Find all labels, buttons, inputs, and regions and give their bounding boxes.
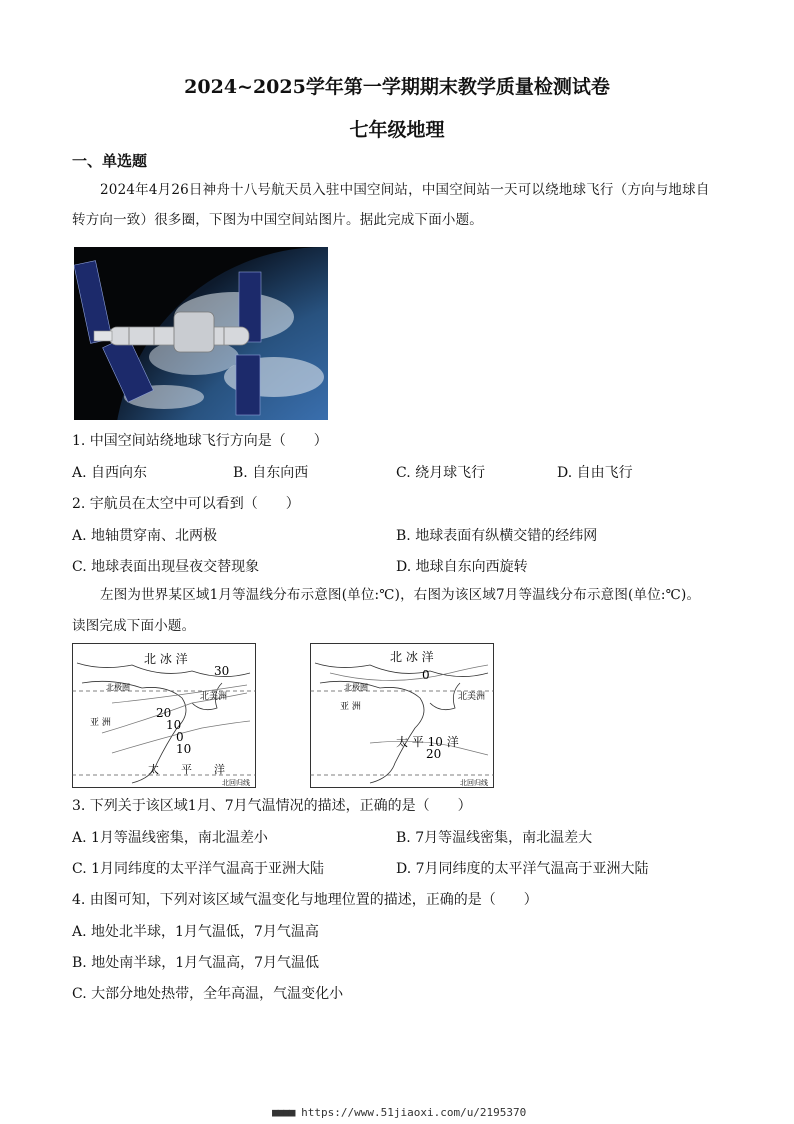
q3-option-d[interactable]: D. 7月同纬度的太平洋气温高于亚洲大陆 — [396, 861, 649, 877]
map-jan-arctic-circle: 北极圈 — [106, 683, 130, 692]
map-jul-pacific: 太 平 10 洋 — [396, 735, 459, 749]
map-jan-asia: 亚 洲 — [90, 718, 111, 728]
q4-option-c[interactable]: C. 大部分地处热带，全年高温，气温变化小 — [72, 986, 344, 1002]
q2-option-c[interactable]: C. 地球表面出现昼夜交替现象 — [72, 559, 260, 575]
map-jul-arctic-ocean: 北 冰 洋 — [390, 650, 434, 664]
q1-option-b[interactable]: B. 自东向西 — [233, 465, 309, 481]
page-title: 2024~2025学年第一学期期末教学质量检测试卷 — [184, 76, 610, 98]
q3-option-b[interactable]: B. 7月等温线密集，南北温差大 — [396, 830, 593, 846]
map-jan-tropic: 北回归线 — [222, 779, 250, 787]
map-jul-north-america: 北美洲 — [458, 692, 486, 702]
passage1-line1: 2024年4月26日神舟十八号航天员入驻中国空间站，中国空间站一天可以绕地球飞行（方向与地球自 — [100, 182, 710, 198]
january-isotherm-map — [72, 643, 256, 788]
q2-option-b[interactable]: B. 地球表面有纵横交错的经纬网 — [396, 528, 598, 544]
map-jul-arctic-circle: 北极圈 — [344, 683, 368, 692]
map-jan-arctic-ocean: 北 冰 洋 — [144, 652, 188, 666]
q1-option-a[interactable]: A. 自西向东 — [72, 465, 148, 481]
q3-stem: 3. 下列关于该区域1月、7月气温情况的描述，正确的是（ ） — [72, 798, 472, 814]
july-isotherm-map — [310, 643, 494, 788]
section-heading: 一、单选题 — [72, 152, 148, 170]
passage2-line2: 读图完成下面小题。 — [72, 618, 196, 634]
q4-stem: 4. 由图可知，下列对该区域气温变化与地理位置的描述，正确的是（ ） — [72, 892, 538, 908]
map-jan-iso-10a: 10 — [166, 718, 182, 732]
q3-option-c[interactable]: C. 1月同纬度的太平洋气温高于亚洲大陆 — [72, 861, 325, 877]
map-jul-asia: 亚 洲 — [340, 702, 361, 712]
q1-option-d[interactable]: D. 自由飞行 — [557, 465, 633, 481]
page-subtitle: 七年级地理 — [349, 119, 445, 141]
map-jul-iso-0: 0 — [422, 668, 430, 682]
map-jan-pacific: 太 平 洋 — [148, 763, 225, 776]
passage2-line1: 左图为世界某区域1月等温线分布示意图(单位:℃)，右图为该区域7月等温线分布示意图(单位:℃)。 — [100, 587, 701, 603]
map-jan-iso-10b: 10 — [176, 742, 192, 756]
q4-option-a[interactable]: A. 地处北半球，1月气温低，7月气温高 — [72, 924, 319, 940]
q2-stem: 2. 宇航员在太空中可以看到（ ） — [72, 496, 300, 512]
passage1-line2: 转方向一致）很多圈，下图为中国空间站图片。据此完成下面小题。 — [72, 212, 483, 228]
q2-option-a[interactable]: A. 地轴贯穿南、北两极 — [72, 528, 218, 544]
map-jan-iso-20: 20 — [156, 706, 172, 720]
q3-option-a[interactable]: A. 1月等温线密集，南北温差小 — [72, 830, 268, 846]
map-jan-north-america: 北美洲 — [200, 692, 228, 702]
q4-option-b[interactable]: B. 地处南半球，1月气温高，7月气温低 — [72, 955, 320, 971]
q1-option-c[interactable]: C. 绕月球飞行 — [396, 465, 486, 481]
map-jan-iso-30: 30 — [214, 664, 230, 678]
footer-logo-icon: ■■■■ — [272, 1106, 295, 1119]
map-jul-tropic: 北回归线 — [460, 779, 488, 787]
space-station-image — [74, 247, 328, 420]
q1-stem: 1. 中国空间站绕地球飞行方向是（ ） — [72, 433, 328, 449]
footer-link[interactable]: ■■■■ https://www.51jiaoxi.com/u/2195370 — [272, 1106, 527, 1119]
map-jan-iso-0: 0 — [176, 730, 184, 744]
map-jul-iso-20: 20 — [426, 747, 442, 761]
q2-option-d[interactable]: D. 地球自东向西旋转 — [396, 559, 528, 575]
